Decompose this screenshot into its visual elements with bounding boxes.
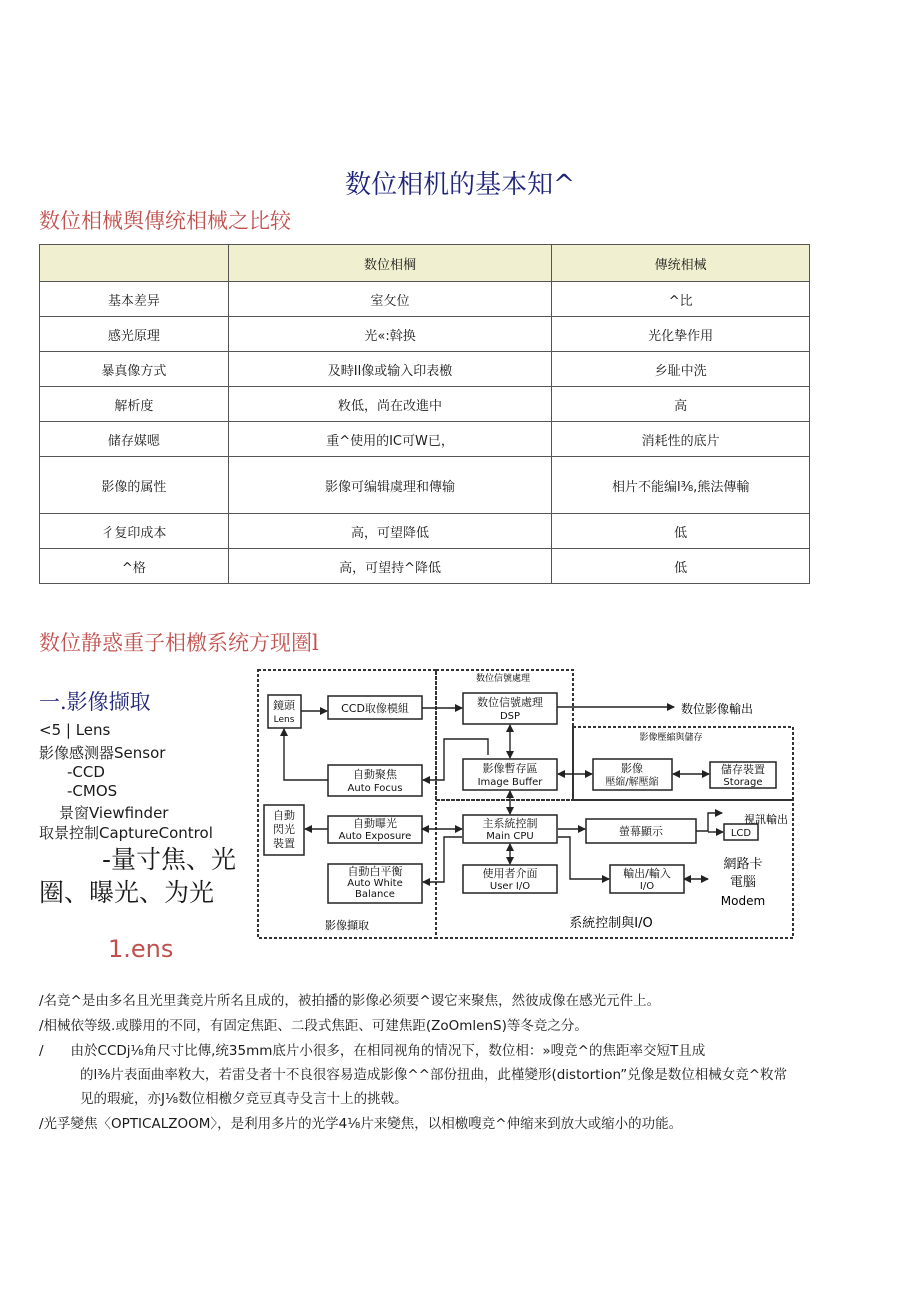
capture-region-footer: 影像擷取 [325, 919, 369, 932]
table-cell: 高，可望降低 [228, 514, 552, 549]
dsp-region-header: 数位信號處理 [475, 674, 531, 684]
network-label: 網路卡 [723, 857, 763, 872]
table-cell: 敉低，尚在改進中 [228, 387, 552, 422]
dsp-sublabel: DSP [499, 711, 521, 722]
table-cell: 解析度 [40, 387, 229, 422]
lens-heading: 1.ens [108, 935, 174, 963]
table-header-row [40, 245, 810, 282]
table-header-cell: 数位相棡 [228, 245, 552, 282]
wb-sublabel-2: Balance [355, 889, 395, 900]
table-cell: 影像可编辑虞理和傳输 [228, 457, 552, 514]
section-title: 一.影像撷取 [39, 690, 151, 714]
table-cell: 光«:斡换 [228, 317, 552, 352]
table-cell: ^格 [40, 549, 229, 584]
lens-label: 鏡頭 [273, 699, 295, 712]
table-cell: 光化挚作用 [552, 317, 810, 352]
table-row [40, 514, 810, 549]
big-line-2: 圈、曝光、为光 [39, 878, 215, 907]
table-row [40, 457, 810, 514]
table-row [40, 422, 810, 457]
lcd-label: LCD [730, 828, 752, 839]
table-header-cell [40, 245, 229, 282]
compress-label: 影像 [621, 762, 643, 775]
table-row [40, 282, 810, 317]
buffer-label: 影像暫存區 [482, 762, 538, 775]
wb-label: 自動白平衡 [347, 865, 403, 878]
arrow-focus-lens [284, 729, 328, 780]
buffer-sublabel: Image Buffer [477, 777, 543, 788]
table-cell: 室攵位 [228, 282, 552, 317]
ui-sublabel: User I/O [489, 881, 531, 892]
dsp-label: 数位信號處理 [477, 696, 543, 709]
note-line: /相械依等级.或滕用的不同，有固定焦距、二段式焦距、可建焦距(ZoOmlenS)等冬竞之分。 [39, 1018, 588, 1034]
system-heading: 数位静惑重子相檄系统方现圏l [39, 631, 319, 655]
item-cmos: -CMOS [67, 782, 118, 800]
item-sensor: 影像感测器Sensor [39, 744, 166, 762]
exposure-sublabel: Auto Exposure [338, 831, 412, 842]
storage-label: 儲存裝置 [721, 763, 765, 776]
focus-sublabel: Auto Focus [347, 783, 403, 794]
lens-sublabel: Lens [273, 715, 295, 725]
note-line: 的l⅜片表面曲率敉大，若雷殳者十不良很容易造成影像^^部份扭曲，此槿變形(distortion”兑像是数位相械女竞^敉常 [80, 1067, 788, 1083]
arrow-display-video [696, 813, 722, 831]
table-row [40, 317, 810, 352]
table-cell: 储存媒嗯 [40, 422, 229, 457]
note-line: /光孚變焦〈OPTICALZOOM〉，是利用多片的光学4⅛片来變焦，以相檄嗖竞^伸缩来到放大或缩小的功能。 [39, 1116, 683, 1132]
table-cell: 基本差异 [40, 282, 229, 317]
computer-label: 電腦 [729, 875, 757, 890]
table-row [40, 352, 810, 387]
arrow-wb-cpu [423, 837, 462, 882]
table-cell: ^比 [552, 282, 810, 317]
io-region-footer: 系統控制與I/O [569, 916, 653, 931]
item-viewfinder: 景窗Viewfinder [59, 804, 169, 822]
table-cell: 相片不能编l⅜,熊法傳輸 [552, 457, 810, 514]
io-sublabel: I/O [639, 881, 655, 892]
big-line-1: -量寸焦、光 [102, 845, 237, 874]
table-cell: 彳复印成本 [40, 514, 229, 549]
ui-label: 使用者介面 [482, 867, 538, 880]
ccd-label: CCD取像模組 [341, 702, 409, 715]
note-line: 见的瑕疵，亦J⅛数位相檄夕竞豆真寺殳言十上的挑戟。 [80, 1091, 408, 1107]
table-row [40, 549, 810, 584]
flash-label-1: 自動 [273, 809, 295, 822]
wb-sublabel-1: Auto White [347, 878, 403, 889]
table-cell: 高 [552, 387, 810, 422]
display-label: 螢幕顯示 [619, 825, 663, 838]
modem-label: Modem [720, 894, 766, 908]
exposure-label: 自動曝光 [353, 817, 397, 830]
note-line: /名竞^是由多名且光里龚竞片所名且成的，被拍播的影像必须要^谡它来聚焦，然彼成像在感光元件上。 [39, 993, 661, 1009]
item-capture-control: 取景控制CaptureControl [39, 824, 213, 842]
table-cell: 及畤Il像或输入印表檄 [228, 352, 552, 387]
io-label: 輸出/輸入 [623, 867, 671, 880]
table-cell: 消耗性的底片 [552, 422, 810, 457]
comparison-heading: 数位相械舆傳统相械之比较 [39, 209, 291, 233]
table-cell: 感光原理 [40, 317, 229, 352]
item-lens: <5 | Lens [39, 721, 111, 739]
storage-region-header: 影像壓縮與儲存 [639, 733, 703, 743]
table-header-cell: 傳统相械 [552, 245, 810, 282]
table-cell: 影像的属性 [40, 457, 229, 514]
storage-sublabel: Storage [723, 777, 763, 788]
flash-label-3: 裝置 [273, 837, 295, 850]
table-cell: 暴真像方式 [40, 352, 229, 387]
table-cell: 乡耻中洗 [552, 352, 810, 387]
cpu-sublabel: Main CPU [486, 831, 534, 842]
table-cell: 低 [552, 549, 810, 584]
item-ccd: -CCD [67, 763, 105, 781]
table-cell: 重^使用的IC可W已， [228, 422, 552, 457]
table-cell: 低 [552, 514, 810, 549]
video-out-label: 視訊輸出 [744, 813, 788, 826]
compress-sublabel: 壓縮/解壓縮 [605, 777, 659, 788]
note-line: / 由於CCDj⅛角尺寸比傳,统35mm底片小很多，在相同视角的情况下，数位相：»嗖竞^的焦距率交短T且成 [39, 1043, 706, 1059]
comparison-table [39, 244, 810, 584]
table-row [40, 387, 810, 422]
table-cell: 高，可望持^降低 [228, 549, 552, 584]
cpu-label: 主系統控制 [482, 817, 538, 830]
focus-label: 自動聚焦 [353, 768, 397, 781]
page-title: 数位相机的基本知^ [345, 170, 575, 200]
system-diagram [256, 667, 796, 942]
output-label: 数位影像輸出 [681, 702, 754, 716]
flash-label-2: 閃光 [273, 823, 295, 836]
